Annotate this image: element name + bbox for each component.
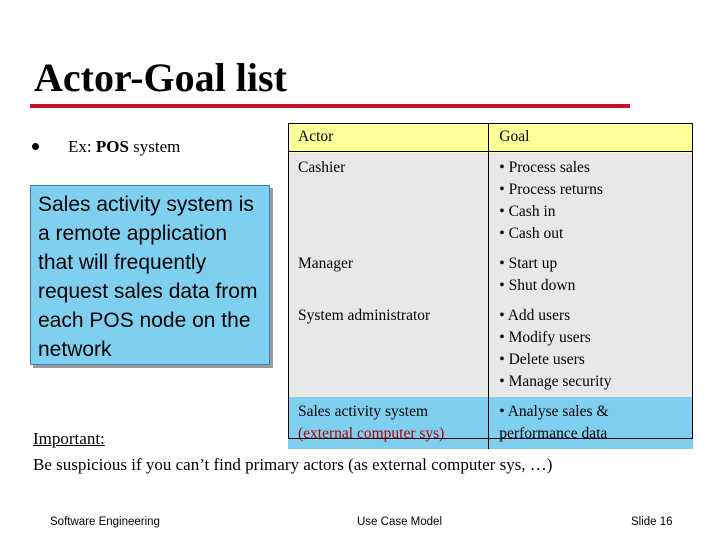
slide-title: Actor-Goal list (34, 55, 287, 100)
goal-item: • Process returns (499, 181, 603, 198)
important-text: Be suspicious if you can’t find primary actors (as external computer sys, …) (33, 455, 553, 474)
footer-center: Use Case Model (357, 516, 443, 528)
bullet-prefix: Ex: (68, 137, 96, 156)
header-goal: Goal (489, 123, 693, 153)
table-row (288, 153, 693, 249)
actor-cell (288, 249, 489, 301)
actor-cell (288, 301, 489, 397)
goal-item: • Delete users (499, 351, 585, 368)
title-underline (30, 104, 630, 108)
goal-cell (489, 249, 693, 301)
bullet-bold: POS (95, 137, 129, 156)
goal-item: • Manage security (499, 373, 612, 390)
actor-cell (288, 153, 489, 249)
actor-name: System administrator (298, 307, 431, 324)
actor-extra: (external computer sys) (298, 425, 445, 442)
important-label: Important: (33, 429, 105, 448)
header-actor: Actor (288, 123, 489, 153)
table-header-rule (288, 151, 693, 152)
goal-item: • Process sales (499, 159, 590, 176)
table-row (288, 397, 693, 449)
actor-name: Manager (298, 255, 354, 272)
actor-goal-table (288, 123, 693, 449)
goal-cell (489, 153, 693, 249)
goal-cell (489, 397, 693, 449)
bullet-suffix: system (128, 137, 181, 156)
goal-item: • Cash in (499, 203, 556, 220)
goal-item: • Start up (499, 255, 558, 272)
note-box: Sales activity system is a remote application that will frequently request sales data from each POS node on the network (30, 185, 270, 365)
table-row (288, 301, 693, 397)
actor-name: Sales activity system (298, 403, 429, 420)
goal-item: performance data (499, 425, 608, 442)
goal-item: • Modify users (499, 329, 591, 346)
goal-item: • Shut down (499, 277, 576, 294)
actor-name: Cashier (298, 159, 346, 176)
table-row (288, 249, 693, 301)
bullet-dot-icon (32, 143, 39, 150)
actor-cell (288, 397, 489, 449)
goal-cell (489, 301, 693, 397)
example-bullet (68, 136, 180, 158)
footer-slide-number: Slide 16 (631, 516, 673, 528)
goal-item: • Analyse sales & (499, 403, 609, 420)
goal-item: • Add users (499, 307, 571, 324)
goal-item: • Cash out (499, 225, 564, 242)
footer-left: Software Engineering (50, 516, 160, 528)
